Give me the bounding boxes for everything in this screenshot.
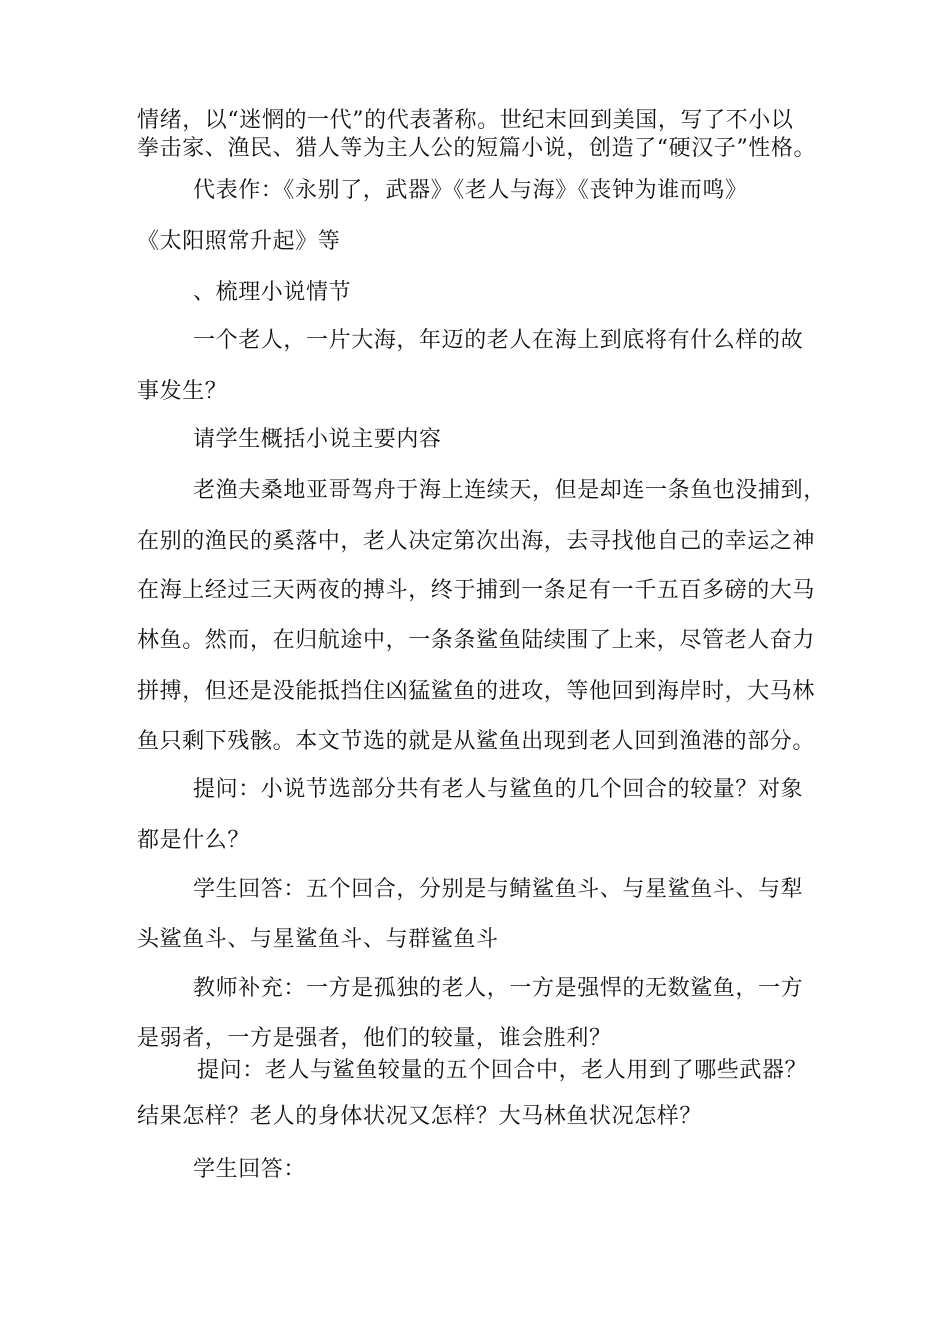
section-heading: 、梳理小说情节	[193, 280, 352, 305]
paragraph-line: 请学生概括小说主要内容	[193, 427, 442, 452]
paragraph-line: 提问：老人与鲨鱼较量的五个回合中，老人用到了哪些武器？	[197, 1058, 808, 1083]
paragraph-line: 学生回答：	[193, 1157, 307, 1182]
paragraph-line: 林鱼。然而，在归航途中，一条条鲨鱼陆续围了上来，尽管老人奋力	[137, 628, 816, 653]
paragraph-line: 在海上经过三天两夜的搏斗，终于捕到一条足有一千五百多磅的大马	[137, 578, 816, 603]
paragraph-line: 情绪，以“迷惘的一代”的代表著称。世纪末回到美国，写了不小以	[137, 108, 794, 133]
paragraph-line: 教师补充：一方是孤独的老人，一方是强悍的无数鲨鱼，一方	[193, 976, 804, 1001]
paragraph-line: 《太阳照常升起》等	[137, 229, 341, 254]
paragraph-line: 拼搏，但还是没能抵挡住凶猛鲨鱼的进攻，等他回到海岸时，大马林	[137, 679, 816, 704]
paragraph-line: 是弱者，一方是强者，他们的较量，谁会胜利？	[137, 1026, 612, 1051]
paragraph-line: 结果怎样？老人的身体状况又怎样？大马林鱼状况怎样？	[137, 1104, 703, 1129]
paragraph-line: 都是什么？	[137, 828, 251, 853]
paragraph-line: 鱼只剩下残骸。本文节选的就是从鲨鱼出现到老人回到渔港的部分。	[137, 729, 816, 754]
paragraph-line: 一个老人，一片大海，年迈的老人在海上到底将有什么样的故	[193, 328, 804, 353]
paragraph-line: 老渔夫桑地亚哥驾舟于海上连续天，但是却连一条鱼也没捕到，	[193, 478, 826, 503]
paragraph-line: 提问：小说节选部分共有老人与鲨鱼的几个回合的较量？对象	[193, 777, 804, 802]
paragraph-line: 头鲨鱼斗、与星鲨鱼斗、与群鲨鱼斗	[137, 927, 499, 952]
paragraph-line: 学生回答：五个回合，分别是与鲭鲨鱼斗、与星鲨鱼斗、与犁	[193, 877, 804, 902]
paragraph-line: 拳击家、渔民、猎人等为主人公的短篇小说，创造了“硬汉子”性格。	[137, 136, 817, 161]
paragraph-line: 在别的渔民的奚落中，老人决定第次出海，去寻找他自己的幸运之神	[137, 529, 816, 554]
paragraph-line: 代表作：《永别了，武器》《老人与海》《丧钟为谁而鸣》	[193, 178, 748, 203]
paragraph-line: 事发生？	[137, 379, 228, 404]
